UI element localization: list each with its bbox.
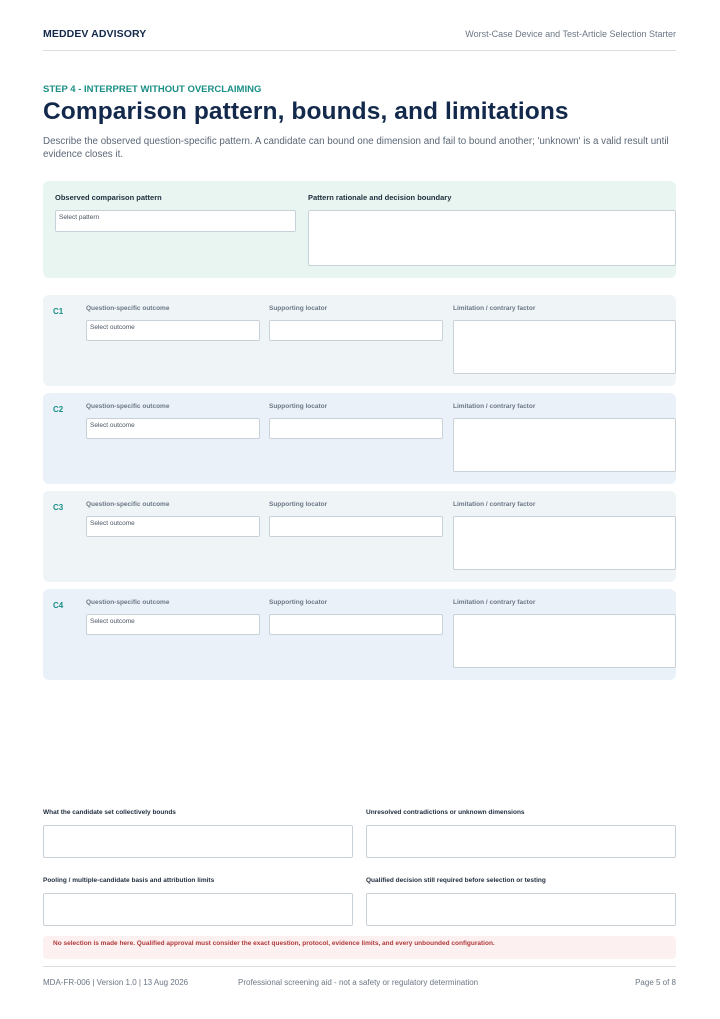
brand-name: MEDDEV ADVISORY <box>43 28 147 40</box>
locator-label: Supporting locator <box>269 403 328 410</box>
notice-banner <box>43 936 676 959</box>
bounds-textarea[interactable] <box>43 825 353 858</box>
locator-label: Supporting locator <box>269 501 328 508</box>
candidate-id: C2 <box>53 405 64 414</box>
outcome-label: Question-specific outcome <box>86 599 170 606</box>
pattern-select[interactable] <box>55 210 296 232</box>
candidate-card-c2 <box>43 393 676 484</box>
locator-input[interactable] <box>269 614 443 635</box>
limitation-label: Limitation / contrary factor <box>453 501 536 508</box>
disclaimer: Professional screening aid - not a safety or regulatory determination <box>238 978 479 987</box>
outcome-label: Question-specific outcome <box>86 403 170 410</box>
intro-text: Describe the observed question-specific pattern. A candidate can bound one dimension and fail to bound another; 'unknown' is a valid result until evidence closes it. <box>43 136 669 160</box>
notice-text: No selection is made here. Qualified approval must consider the exact question, protocol, evidence limits, and every unbounded configuration. <box>53 940 495 947</box>
outcome-select[interactable] <box>86 418 260 439</box>
rationale-textarea[interactable] <box>308 210 676 266</box>
candidate-card-c1 <box>43 295 676 386</box>
document-reference: MDA-FR-006 | Version 1.0 | 13 Aug 2026 <box>43 978 189 987</box>
outcome-select-placeholder: Select outcome <box>90 422 135 429</box>
page-title: Comparison pattern, bounds, and limitations <box>43 98 569 125</box>
pattern-panel <box>43 181 676 278</box>
limitation-textarea[interactable] <box>453 516 676 570</box>
limitation-label: Limitation / contrary factor <box>453 403 536 410</box>
locator-input[interactable] <box>269 320 443 341</box>
contradictions-textarea[interactable] <box>366 825 676 858</box>
locator-label: Supporting locator <box>269 599 328 606</box>
limitation-textarea[interactable] <box>453 418 676 472</box>
candidate-id: C3 <box>53 503 64 512</box>
rationale-label: Pattern rationale and decision boundary <box>308 193 452 202</box>
qualified-decision-label: Qualified decision still required before selection or testing <box>366 877 546 884</box>
outcome-select[interactable] <box>86 320 260 341</box>
candidate-card-c3 <box>43 491 676 582</box>
contradictions-label: Unresolved contradictions or unknown dimensions <box>366 809 525 816</box>
qualified-decision-textarea[interactable] <box>366 893 676 926</box>
page-footer <box>43 966 676 996</box>
limitation-label: Limitation / contrary factor <box>453 599 536 606</box>
limitation-textarea[interactable] <box>453 614 676 668</box>
page-header <box>43 0 676 51</box>
outcome-label: Question-specific outcome <box>86 501 170 508</box>
outcome-select[interactable] <box>86 516 260 537</box>
limitation-label: Limitation / contrary factor <box>453 305 536 312</box>
outcome-select-placeholder: Select outcome <box>90 324 135 331</box>
pattern-select-placeholder: Select pattern <box>59 214 100 221</box>
candidate-id: C1 <box>53 307 64 316</box>
page-number: Page 5 of 8 <box>635 978 676 987</box>
document-title: Worst-Case Device and Test-Article Selection Starter <box>465 29 676 39</box>
pooling-textarea[interactable] <box>43 893 353 926</box>
limitation-textarea[interactable] <box>453 320 676 374</box>
outcome-select-placeholder: Select outcome <box>90 618 135 625</box>
step-label: STEP 4 - INTERPRET WITHOUT OVERCLAIMING <box>43 84 262 95</box>
locator-input[interactable] <box>269 516 443 537</box>
bounds-label: What the candidate set collectively bounds <box>43 809 176 816</box>
outcome-select-placeholder: Select outcome <box>90 520 135 527</box>
pooling-label: Pooling / multiple-candidate basis and attribution limits <box>43 877 215 884</box>
locator-label: Supporting locator <box>269 305 328 312</box>
outcome-label: Question-specific outcome <box>86 305 170 312</box>
pattern-label: Observed comparison pattern <box>55 193 162 202</box>
locator-input[interactable] <box>269 418 443 439</box>
outcome-select[interactable] <box>86 614 260 635</box>
candidate-id: C4 <box>53 601 64 610</box>
candidate-card-c4 <box>43 589 676 680</box>
